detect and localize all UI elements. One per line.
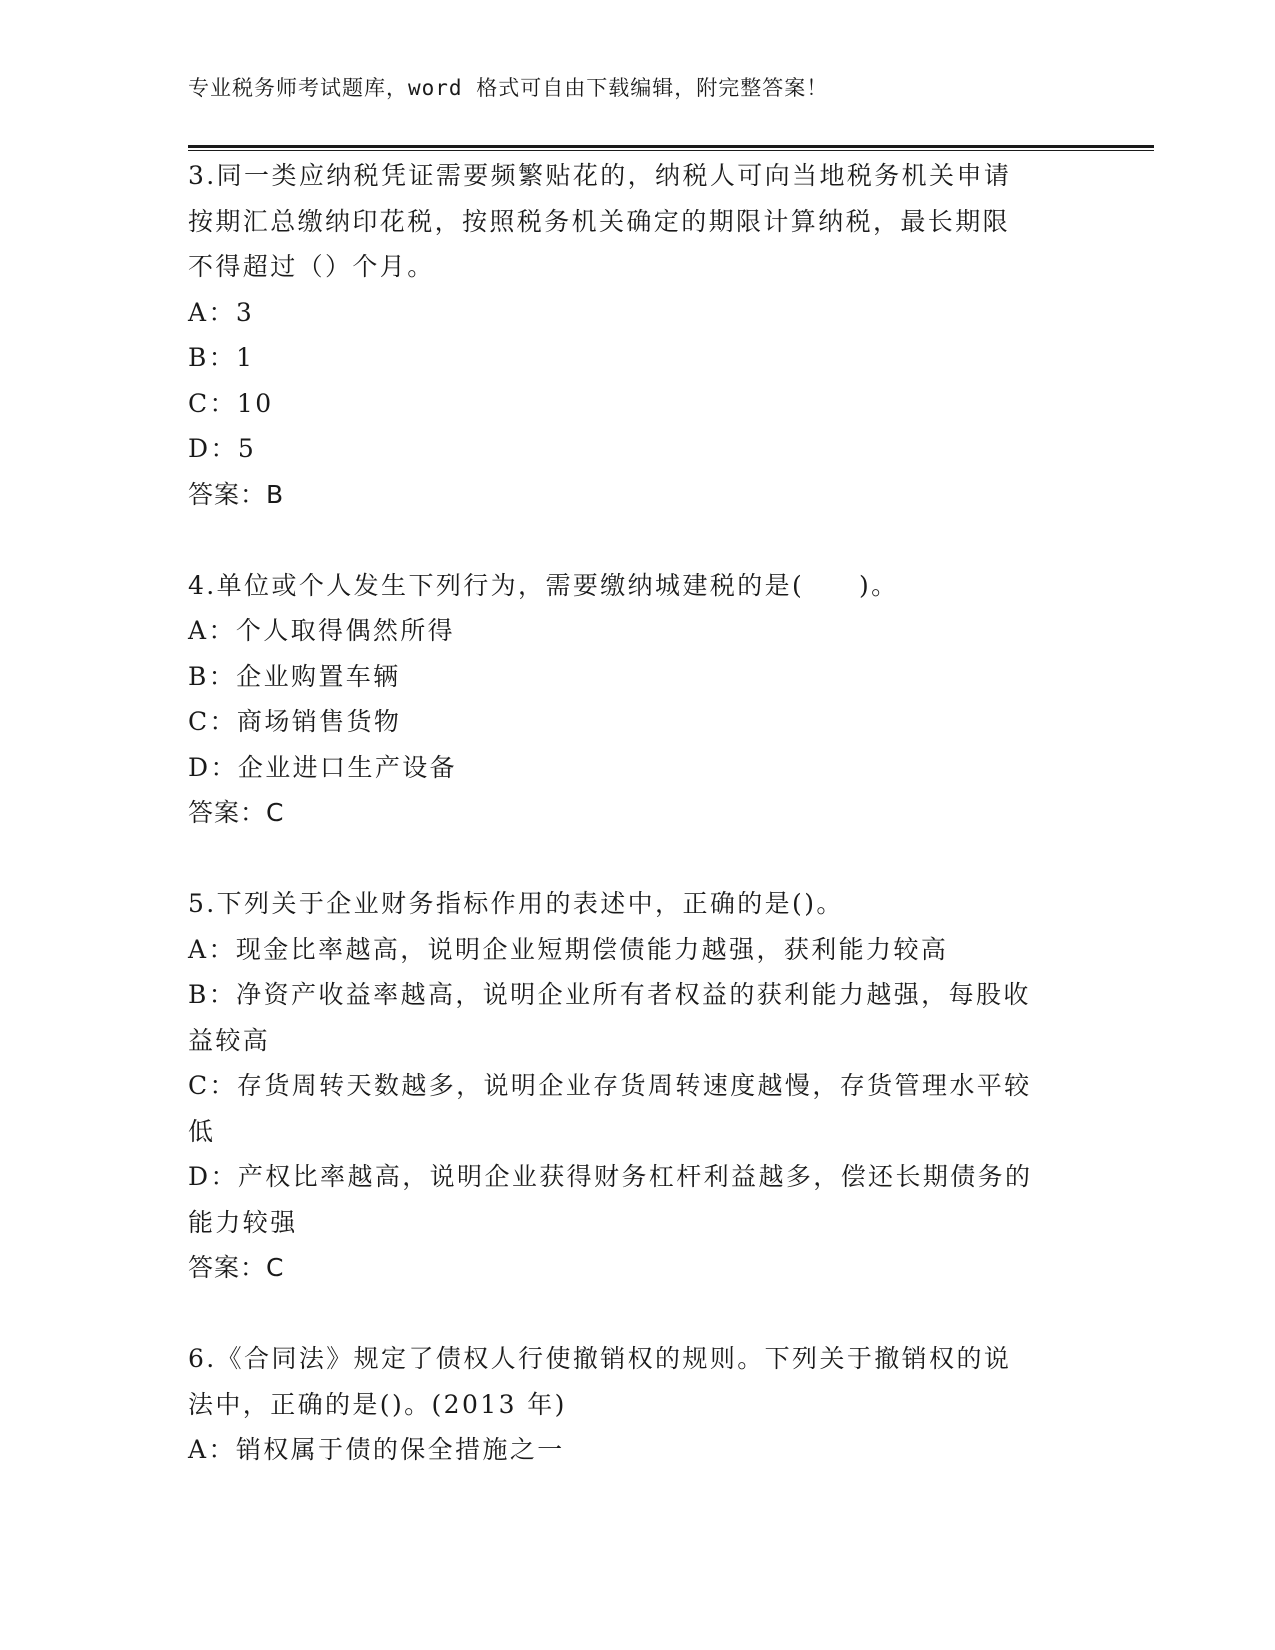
option-d: D：企业进口生产设备 xyxy=(188,752,458,782)
header-divider xyxy=(188,145,1154,151)
question-stem-line: 5.下列关于企业财务指标作用的表述中，正确的是()。 xyxy=(188,889,844,918)
question-block xyxy=(188,1336,1088,1473)
question-stem-line: 法中，正确的是()。(2013 年) xyxy=(188,1389,567,1419)
option-a: A：现金比率越高，说明企业短期偿债能力越强，获利能力较高 xyxy=(188,934,949,964)
answer-line: 答案：C xyxy=(188,798,285,827)
option-b: B：企业购置车辆 xyxy=(188,661,401,691)
question-block xyxy=(188,881,1088,1291)
answer-line: 答案：B xyxy=(188,479,285,509)
question-block xyxy=(188,153,1088,517)
answer-line: 答案：C xyxy=(188,1253,285,1282)
question-stem-line: 按期汇总缴纳印花税，按照税务机关确定的期限计算纳税，最长期限 xyxy=(188,206,1011,236)
option-b: B：净资产收益率越高，说明企业所有者权益的获利能力越强，每股收 xyxy=(188,980,1031,1009)
question-stem-line: 3.同一类应纳税凭证需要频繁贴花的，纳税人可向当地税务机关申请 xyxy=(188,161,1012,190)
question-stem-line: 6.《合同法》规定了债权人行使撤销权的规则。下列关于撤销权的说 xyxy=(188,1344,1012,1373)
spacer xyxy=(188,517,1088,563)
option-b-continued: 益较高 xyxy=(188,1025,271,1055)
question-stem-line: 4.单位或个人发生下列行为，需要缴纳城建税的是( )。 xyxy=(188,570,899,600)
question-list xyxy=(188,153,1088,1473)
option-d: D：5 xyxy=(188,434,257,463)
option-c-continued: 低 xyxy=(188,1116,216,1146)
option-a: A：3 xyxy=(188,297,255,327)
option-d-continued: 能力较强 xyxy=(188,1207,298,1237)
question-stem-line: 不得超过（）个月。 xyxy=(188,252,435,281)
spacer xyxy=(188,836,1088,882)
option-c: C：10 xyxy=(188,388,274,418)
page-header: 专业税务师考试题库，word 格式可自由下载编辑，附完整答案！ xyxy=(188,76,829,100)
option-b: B：1 xyxy=(188,343,255,372)
option-c: C：存货周转天数越多，说明企业存货周转速度越慢，存货管理水平较 xyxy=(188,1071,1032,1100)
option-a: A：个人取得偶然所得 xyxy=(188,616,456,645)
option-c: C：商场销售货物 xyxy=(188,707,402,736)
option-a: A：销权属于债的保全措施之一 xyxy=(188,1435,565,1464)
spacer xyxy=(188,1291,1088,1337)
option-d: D：产权比率越高，说明企业获得财务杠杆利益越多，偿还长期债务的 xyxy=(188,1162,1033,1191)
question-block xyxy=(188,563,1088,836)
